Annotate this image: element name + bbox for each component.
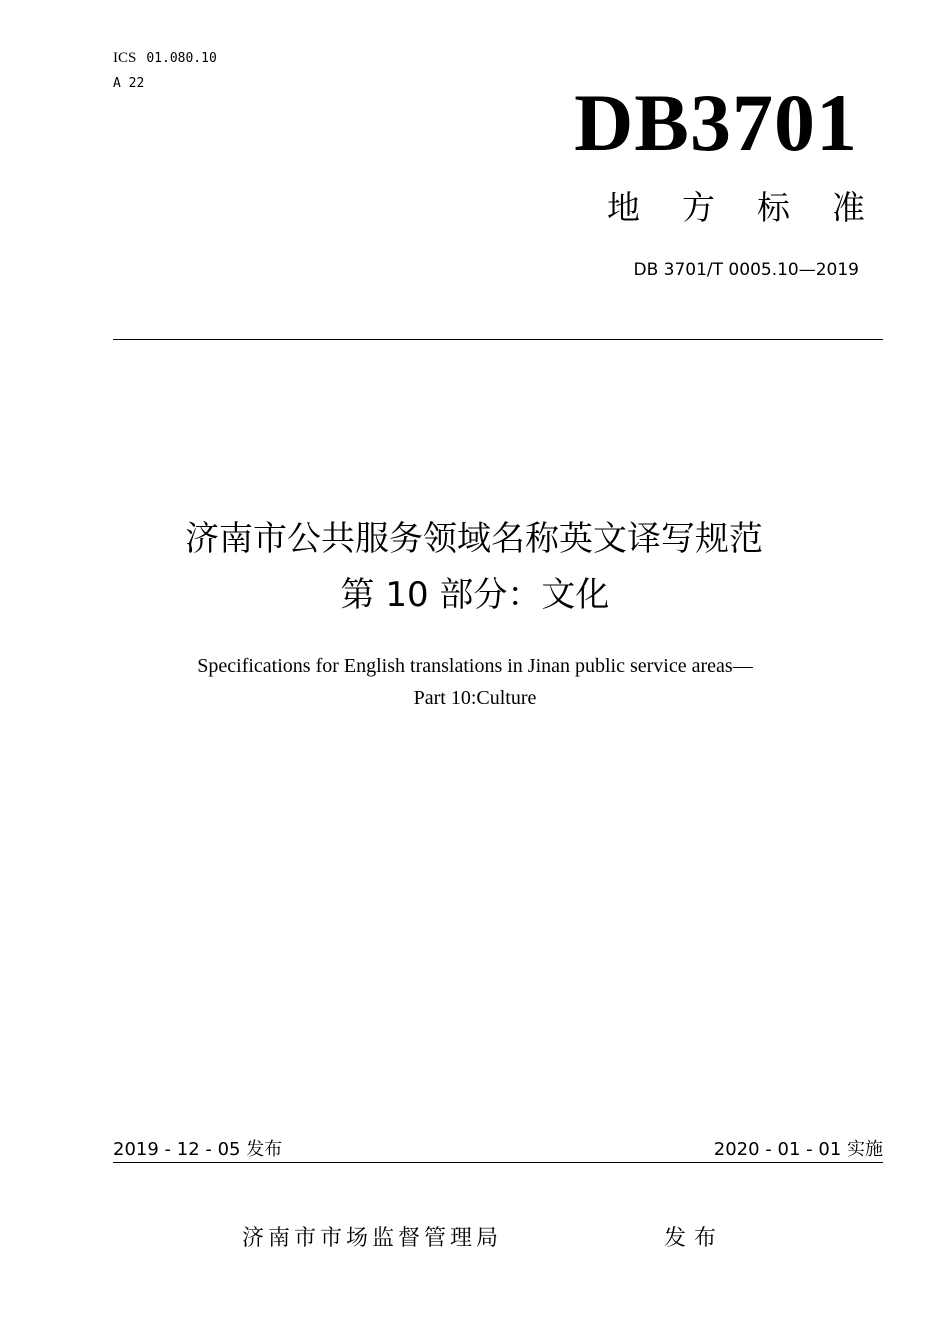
footer-divider [113, 1162, 883, 1163]
standard-type: 地方标准 [607, 188, 907, 227]
header-divider [113, 339, 883, 340]
title-chinese-line-1: 济南市公共服务领域名称英文译写规范 [185, 519, 763, 559]
ccs-code: A 22 [113, 76, 145, 91]
issuing-organization: 济南市市场监督管理局 [242, 1226, 503, 1251]
issue-action: 发布 [664, 1226, 725, 1251]
title-english-line-1: Specifications for English translations in Jinan public service areas— [197, 655, 753, 677]
ics-line [113, 49, 217, 68]
standard-logo: DB3701 [574, 77, 858, 168]
implementation-date: 2020 - 01 - 01 实施 [713, 1139, 883, 1160]
ics-code: 01.080.10 [146, 51, 217, 66]
title-chinese-line-2: 第 10 部分：文化 [340, 575, 610, 615]
title-english-line-2: Part 10:Culture [413, 687, 537, 709]
issue-date: 2019 - 12 - 05 发布 [113, 1139, 283, 1160]
standard-number: DB 3701/T 0005.10—2019 [633, 260, 859, 280]
ics-label: ICS [113, 50, 137, 66]
